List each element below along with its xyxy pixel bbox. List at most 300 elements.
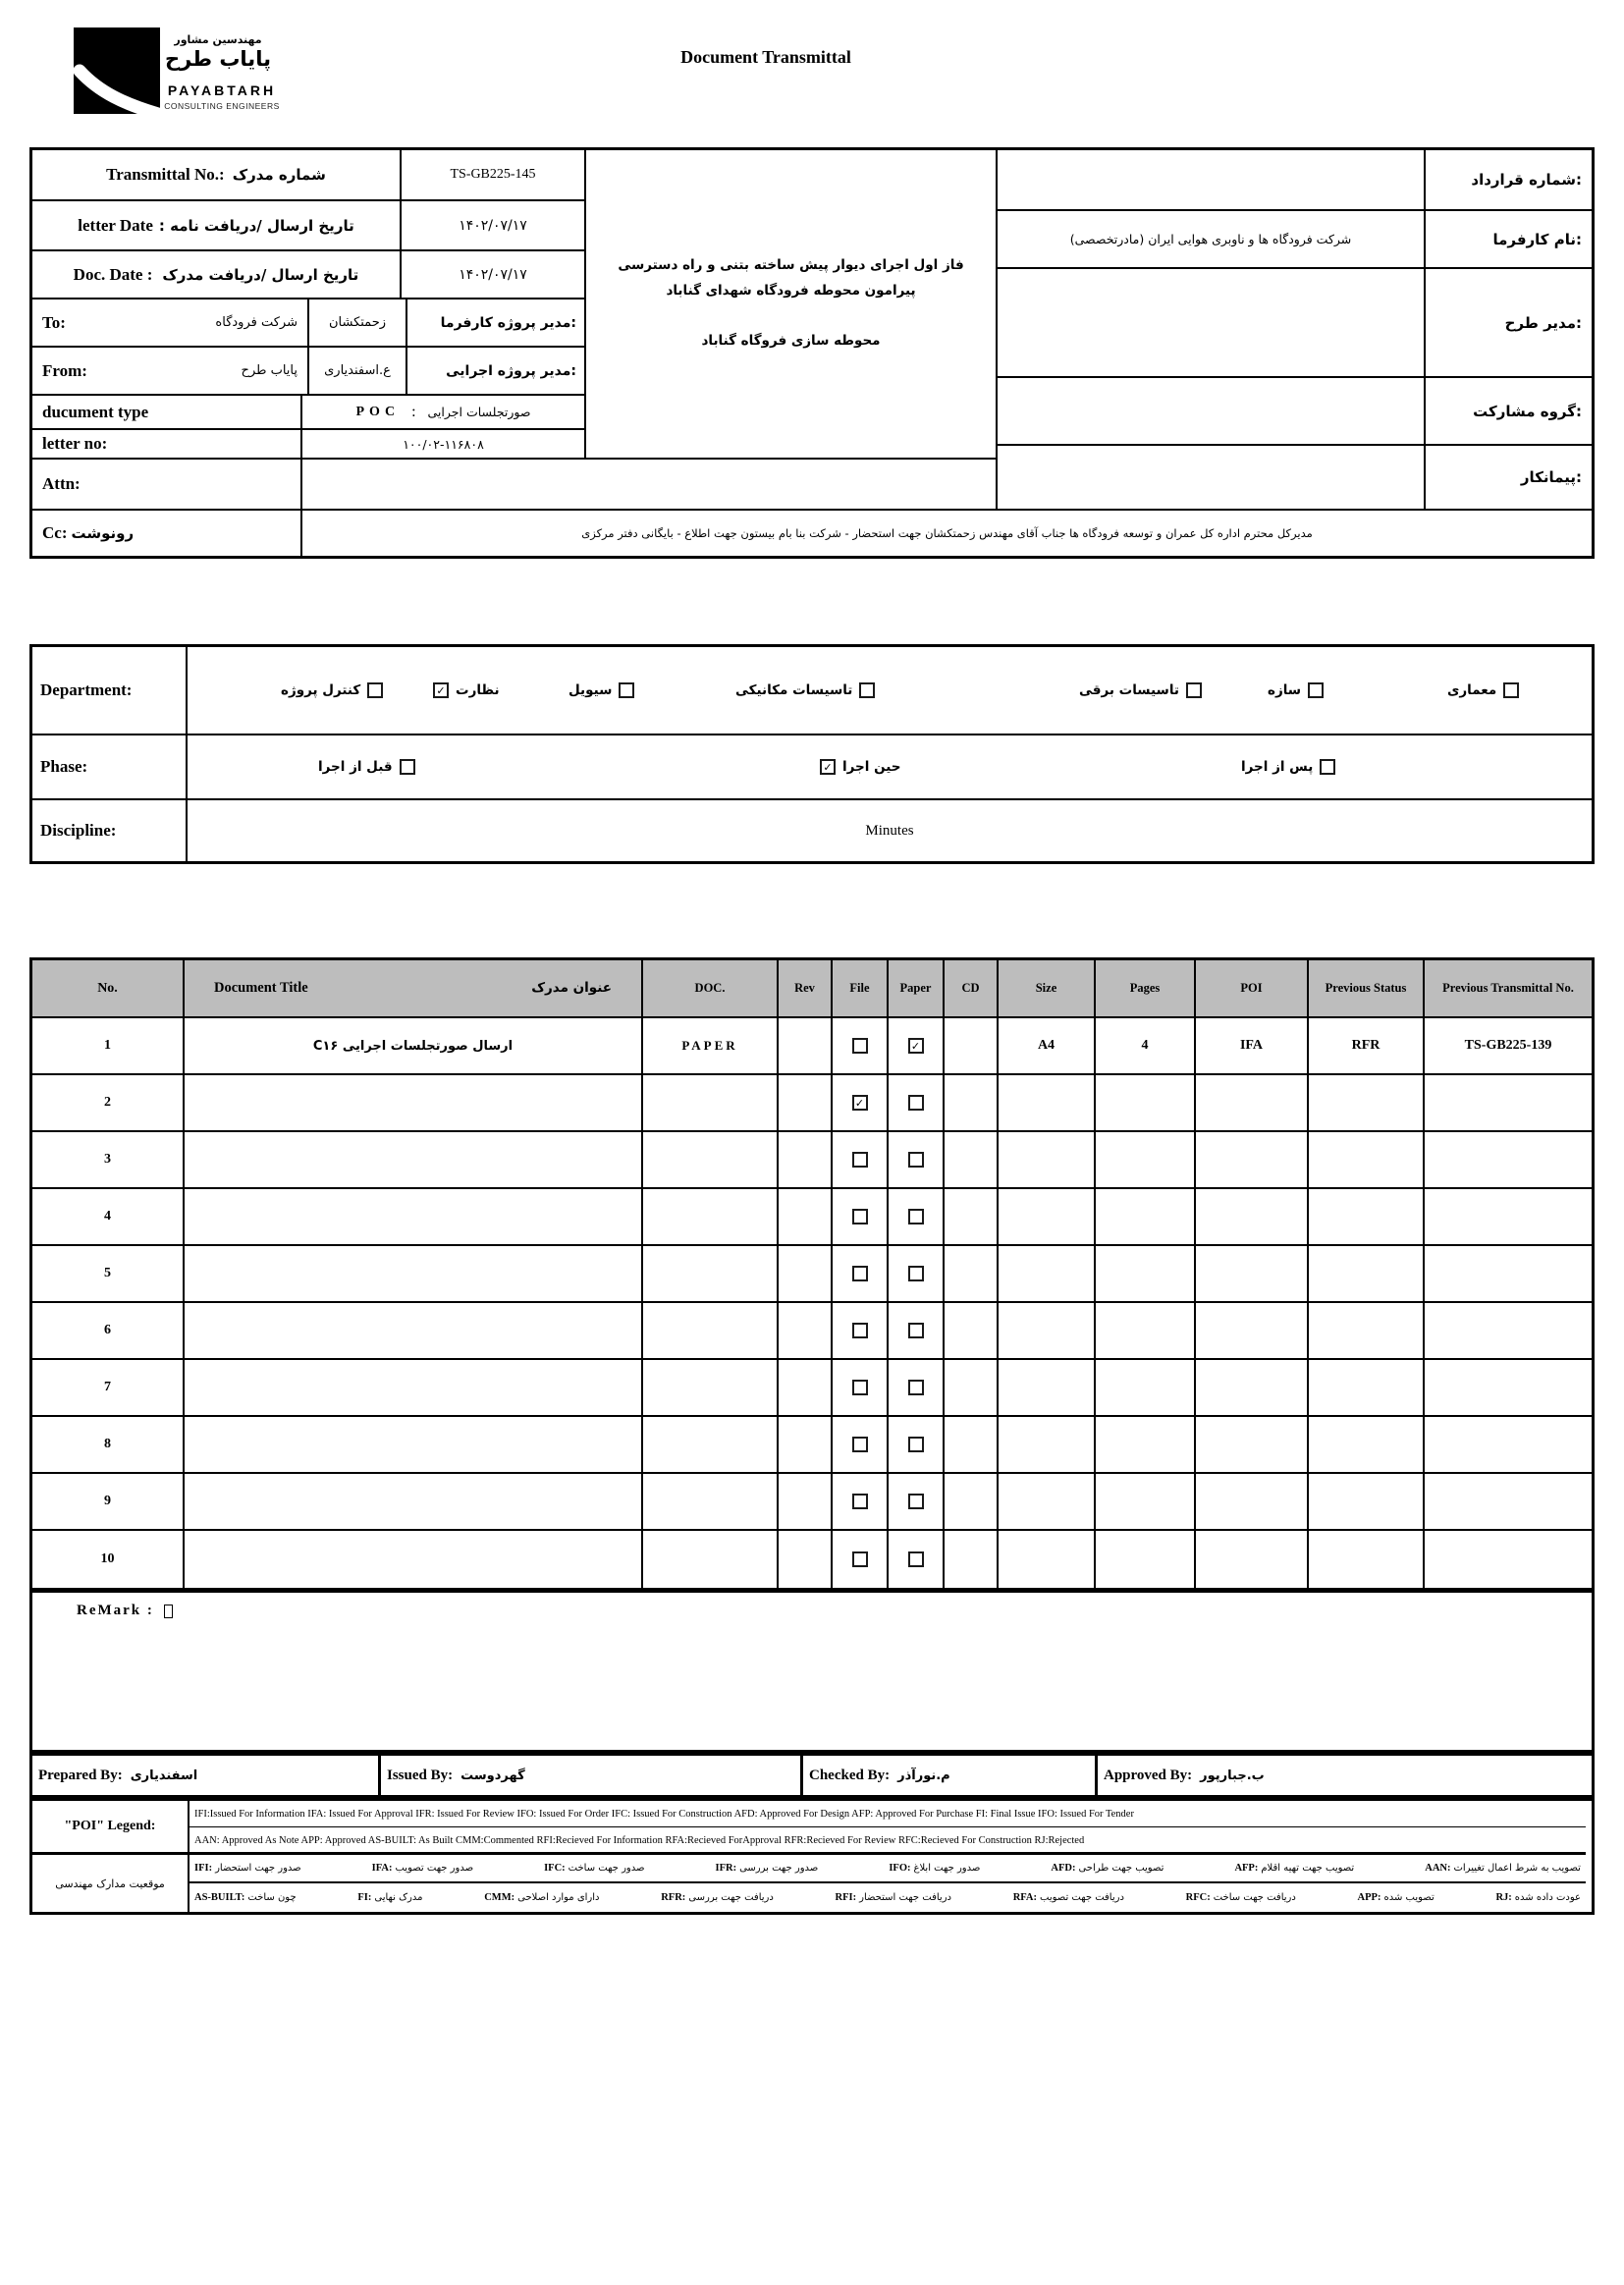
rev-value: [779, 1018, 833, 1073]
doc-title: [185, 1474, 643, 1529]
contractor-label: پیمانکار:: [1426, 446, 1592, 511]
paper-checkbox: [889, 1189, 945, 1244]
legend-abbr: FI:: [357, 1892, 372, 1903]
phase-option: [820, 735, 900, 798]
from-cell: [32, 348, 309, 396]
phase-option-label: حین اجرا: [842, 759, 901, 775]
cd-value: [945, 1474, 999, 1529]
checkbox-checked-icon[interactable]: ✓: [820, 759, 836, 775]
file-checkbox: [833, 1531, 889, 1588]
previous-status: [1309, 1303, 1425, 1358]
table-row: [32, 1474, 1592, 1531]
legend-meaning: دریافت جهت بررسی: [688, 1892, 774, 1903]
pages-value: [1096, 1360, 1196, 1415]
checkbox-unchecked-icon[interactable]: [908, 1380, 924, 1395]
cd-value: [945, 1246, 999, 1301]
checkbox-unchecked-icon[interactable]: [619, 682, 634, 698]
cd-value: [945, 1531, 999, 1588]
approved-by-label: Approved By:: [1104, 1767, 1193, 1783]
legend-meaning: صدور جهت ساخت: [568, 1863, 645, 1874]
legend-meaning: صدور جهت استحضار: [215, 1863, 301, 1874]
doc-date-label: [32, 251, 402, 299]
pages-value: [1096, 1303, 1196, 1358]
cc-value: مدیرکل محترم اداره کل عمران و توسعه فرودگاه ها جناب آقای مهندس زحمتکشان جهت استحضار - شرکت بنا بام بیستون جهت اطلاع - بایگانی دفتر مرکزی: [581, 526, 1313, 540]
paper-checkbox: [889, 1132, 945, 1187]
rev-value: [779, 1075, 833, 1130]
previous-status: [1309, 1246, 1425, 1301]
to-label: To:: [42, 312, 66, 332]
checkbox-unchecked-icon[interactable]: [852, 1494, 868, 1509]
row-no: 6: [32, 1303, 185, 1358]
legend-abbr: APP:: [1357, 1892, 1381, 1903]
size-value: [999, 1246, 1096, 1301]
from-company: پایاب طرح: [241, 363, 298, 378]
transmittal-no-label-fa: شماره مدرک: [232, 166, 326, 184]
doc-date-label-fa: تاریخ ارسال /دریافت مدرک: [162, 265, 359, 284]
doc-title: [185, 1246, 643, 1301]
poi-legend-label: "POI" Legend:: [32, 1801, 189, 1855]
checkbox-checked-icon[interactable]: ✓: [908, 1038, 924, 1054]
size-value: A4: [999, 1018, 1096, 1073]
rev-value: [779, 1360, 833, 1415]
phase-option-label: قبل از اجرا: [318, 759, 393, 775]
legend-row-fa-2: [189, 1883, 1586, 1912]
legend-abbr: IFA:: [371, 1863, 393, 1874]
legend-entry: [715, 1863, 818, 1874]
poi-value: [1196, 1246, 1309, 1301]
previous-status: RFR: [1309, 1018, 1425, 1073]
previous-transmittal-no: [1425, 1303, 1592, 1358]
doc-medium: [643, 1075, 779, 1130]
size-value: [999, 1360, 1096, 1415]
legend-meaning: تصویب جهت تهیه اقلام: [1261, 1863, 1355, 1874]
row-no: 3: [32, 1132, 185, 1187]
legend-abbr: IFR:: [715, 1863, 737, 1874]
size-value: [999, 1189, 1096, 1244]
pages-value: [1096, 1474, 1196, 1529]
pages-value: 4: [1096, 1018, 1196, 1073]
transmittal-info-table: [29, 147, 1595, 559]
legend-entry: [1358, 1892, 1435, 1903]
project-line-1: فاز اول اجرای دیوار پیش ساخته بتنی و راه دسترسی: [618, 257, 964, 274]
poi-value: [1196, 1474, 1309, 1529]
prepared-by-cell: [32, 1756, 381, 1795]
classification-table: [29, 644, 1595, 864]
department-option: [1268, 647, 1324, 734]
legend-meaning: تصویب جهت طراحی: [1078, 1863, 1164, 1874]
project-line-2: پیرامون محوطه فرودگاه شهدای گناباد: [666, 282, 916, 299]
legend-entry: [1051, 1863, 1164, 1874]
legend-meaning: تصویب شده: [1383, 1892, 1435, 1903]
transmittal-no-value: TS-GB225-145: [402, 150, 586, 201]
file-checkbox: [833, 1132, 889, 1187]
discipline-value: Minutes: [865, 822, 914, 839]
letter-date-label-en: letter Date: [78, 215, 153, 235]
checkbox-unchecked-icon[interactable]: [1186, 682, 1202, 698]
legend-abbr: CMM:: [484, 1892, 515, 1903]
doc-title: [185, 1075, 643, 1130]
col-poi: POI: [1196, 960, 1309, 1016]
checked-by-label: Checked By:: [809, 1767, 891, 1783]
col-no: No.: [32, 960, 185, 1016]
approved-by-name: ب.جبارپور: [1200, 1768, 1265, 1783]
pages-value: [1096, 1075, 1196, 1130]
department-option-label: سازه: [1268, 682, 1302, 698]
department-label: Department:: [32, 647, 188, 735]
cc-label: [32, 511, 302, 556]
row-no: 7: [32, 1360, 185, 1415]
file-checkbox: [833, 1303, 889, 1358]
table-row: [32, 1303, 1592, 1360]
contract-no-value: [998, 150, 1426, 211]
paper-checkbox: [889, 1360, 945, 1415]
contract-no-label: شماره قرارداد:: [1426, 150, 1592, 211]
rev-value: [779, 1303, 833, 1358]
letter-date-label-fa: : تاریخ ارسال /دریافت نامه: [158, 216, 354, 235]
cd-value: [945, 1360, 999, 1415]
checkbox-unchecked-icon[interactable]: [908, 1437, 924, 1452]
remark-label: ReMark :: [77, 1603, 154, 1618]
document-table: [29, 957, 1595, 1591]
doc-title: [185, 1189, 643, 1244]
legend-meaning: صدور جهت ابلاغ: [913, 1863, 981, 1874]
paper-checkbox: [889, 1417, 945, 1472]
issued-by-name: گهردوست: [460, 1768, 525, 1783]
legend-meaning: چون ساخت: [247, 1892, 297, 1903]
file-checkbox: [833, 1075, 889, 1130]
table-row: [32, 1417, 1592, 1474]
department-option: [568, 647, 634, 734]
col-rev: Rev: [779, 960, 833, 1016]
remark-box-icon: [164, 1605, 173, 1618]
doc-title: [185, 1360, 643, 1415]
department-option-label: نظارت: [456, 682, 500, 698]
jv-group-label: گروه مشارکت:: [1426, 378, 1592, 446]
previous-transmittal-no: [1425, 1360, 1592, 1415]
paper-checkbox: [889, 1018, 945, 1073]
previous-status: [1309, 1474, 1425, 1529]
pages-value: [1096, 1246, 1196, 1301]
rev-value: [779, 1474, 833, 1529]
doc-title: [185, 1303, 643, 1358]
letter-date-value: ۱۴۰۲/۰۷/۱۷: [402, 201, 586, 251]
legend-abbr: RFI:: [835, 1892, 857, 1903]
legend-entry: [484, 1892, 599, 1903]
legend-entry: [1013, 1892, 1124, 1903]
previous-status: [1309, 1075, 1425, 1130]
checkbox-unchecked-icon[interactable]: [1320, 759, 1335, 775]
logo-fa-tagline: مهندسین مشاور: [174, 33, 262, 46]
legend-abbr: RFC:: [1185, 1892, 1211, 1903]
checkbox-unchecked-icon[interactable]: [852, 1437, 868, 1452]
col-paper: Paper: [889, 960, 945, 1016]
phase-option: [1241, 735, 1335, 798]
department-option: [1079, 647, 1202, 734]
legend-meaning: دریافت جهت استحضار: [859, 1892, 951, 1903]
checkbox-unchecked-icon[interactable]: [908, 1266, 924, 1281]
col-size: Size: [999, 960, 1096, 1016]
legend-entry: [544, 1863, 644, 1874]
department-option-label: سیویل: [568, 682, 613, 698]
rev-value: [779, 1132, 833, 1187]
department-option: [1447, 647, 1519, 734]
table-row: [32, 1531, 1592, 1588]
table-row: [32, 1189, 1592, 1246]
paper-checkbox: [889, 1474, 945, 1529]
checkbox-unchecked-icon[interactable]: [908, 1551, 924, 1567]
doc-medium: [643, 1417, 779, 1472]
document-table-header: [32, 960, 1592, 1018]
row-no: 5: [32, 1246, 185, 1301]
checkbox-unchecked-icon[interactable]: [859, 682, 875, 698]
paper-checkbox: [889, 1303, 945, 1358]
checkbox-unchecked-icon[interactable]: [367, 682, 383, 698]
doc-medium: [643, 1474, 779, 1529]
size-value: [999, 1417, 1096, 1472]
legend-meaning: صدور جهت بررسی: [739, 1863, 819, 1874]
design-manager-value: [998, 269, 1426, 378]
payabtarh-logo-icon: [74, 27, 160, 114]
prepared-by-label: Prepared By:: [38, 1767, 123, 1783]
file-checkbox: [833, 1417, 889, 1472]
checkbox-unchecked-icon[interactable]: [908, 1494, 924, 1509]
previous-status: [1309, 1189, 1425, 1244]
row-no: 4: [32, 1189, 185, 1244]
legend-entry: [661, 1892, 774, 1903]
checkbox-unchecked-icon[interactable]: [852, 1323, 868, 1338]
client-name-value: شرکت فرودگاه ها و ناوبری هوایی ایران (مادرتخصصی): [998, 211, 1426, 269]
phase-options: [188, 735, 1592, 800]
poi-legend: [29, 1798, 1595, 1915]
signature-row: [29, 1753, 1595, 1798]
doc-medium: [643, 1360, 779, 1415]
col-prev-transmittal: Previous Transmittal No.: [1442, 980, 1574, 995]
checkbox-unchecked-icon[interactable]: [908, 1209, 924, 1224]
doc-medium: [643, 1189, 779, 1244]
checkbox-unchecked-icon[interactable]: [852, 1266, 868, 1281]
transmittal-no-label-en: Transmittal No.:: [106, 165, 225, 184]
to-company: شرکت فرودگاه: [215, 315, 298, 330]
size-value: [999, 1474, 1096, 1529]
pages-value: [1096, 1132, 1196, 1187]
previous-transmittal-no: [1425, 1417, 1592, 1472]
checkbox-unchecked-icon[interactable]: [852, 1152, 868, 1168]
previous-status: [1309, 1531, 1425, 1588]
legend-meaning: عودت داده شده: [1514, 1892, 1581, 1903]
doc-type-sep: :: [411, 403, 416, 420]
pages-value: [1096, 1531, 1196, 1588]
design-manager-label: مدیر طرح:: [1426, 269, 1592, 378]
legend-abbr: AAN:: [1425, 1863, 1451, 1874]
logo-en-subtitle: CONSULTING ENGINEERS: [164, 101, 280, 111]
remark-label-row: [77, 1603, 173, 1619]
phase-option-label: پس از اجرا: [1241, 759, 1314, 775]
paper-checkbox: [889, 1531, 945, 1588]
col-pages: Pages: [1096, 960, 1196, 1016]
row-no: 2: [32, 1075, 185, 1130]
exec-pm-label: مدیر پروژه اجرایی:: [407, 348, 586, 396]
doc-title: [185, 1132, 643, 1187]
checkbox-unchecked-icon[interactable]: [1503, 682, 1519, 698]
legend-entry: [1425, 1863, 1581, 1874]
letter-date-label: [32, 201, 402, 251]
phase-label: Phase:: [32, 735, 188, 800]
legend-abbr: IFO:: [889, 1863, 911, 1874]
poi-value: [1196, 1417, 1309, 1472]
doc-medium: [643, 1246, 779, 1301]
legend-entry: [357, 1892, 422, 1903]
doc-medium: PAPER: [643, 1018, 779, 1073]
checkbox-unchecked-icon[interactable]: [400, 759, 415, 775]
cd-value: [945, 1417, 999, 1472]
department-option-label: کنترل پروژه: [281, 682, 361, 698]
legend-meaning: صدور جهت تصویب: [395, 1863, 474, 1874]
doc-position-label: موقعیت مدارک مهندسی: [32, 1855, 189, 1912]
legend-abbr: AFD:: [1051, 1863, 1076, 1874]
cd-value: [945, 1189, 999, 1244]
phase-option: [318, 735, 415, 798]
department-option-label: معماری: [1447, 682, 1497, 698]
client-pm-label: مدیر پروژه کارفرما:: [407, 299, 586, 348]
jv-group-value: [998, 378, 1426, 446]
table-row: [32, 1132, 1592, 1189]
col-title: [185, 960, 643, 1016]
table-row: [32, 1360, 1592, 1417]
department-option: [735, 647, 875, 734]
logo-en-name: PAYABTARH: [167, 82, 277, 98]
cc-label-en: Cc:: [42, 523, 68, 542]
previous-transmittal-no: [1425, 1531, 1592, 1588]
checkbox-unchecked-icon[interactable]: [1308, 682, 1324, 698]
poi-value: [1196, 1189, 1309, 1244]
checkbox-unchecked-icon[interactable]: [908, 1152, 924, 1168]
checked-by-name: م.نورآذر: [897, 1768, 950, 1783]
cd-value: [945, 1018, 999, 1073]
checkbox-unchecked-icon[interactable]: [908, 1323, 924, 1338]
file-checkbox: [833, 1189, 889, 1244]
doc-medium: [643, 1132, 779, 1187]
department-options: [188, 647, 1592, 735]
checkbox-checked-icon[interactable]: ✓: [433, 682, 449, 698]
table-row: [32, 1018, 1592, 1075]
rev-value: [779, 1417, 833, 1472]
page-title: Document Transmittal: [680, 47, 851, 67]
size-value: [999, 1132, 1096, 1187]
legend-entry: [836, 1892, 951, 1903]
discipline-label: Discipline:: [32, 800, 188, 861]
legend-entry: [1186, 1892, 1296, 1903]
previous-transmittal-no: TS-GB225-139: [1464, 1038, 1552, 1053]
issued-by-label: Issued By:: [387, 1767, 454, 1783]
legend-meaning: دریافت جهت ساخت: [1213, 1892, 1296, 1903]
department-option: [433, 647, 500, 734]
col-title-en: Document Title: [214, 980, 308, 997]
doc-medium: [643, 1531, 779, 1588]
from-person: ع.اسفندیاری: [309, 348, 407, 396]
previous-transmittal-no: [1425, 1246, 1592, 1301]
doc-type-code: POC: [355, 404, 401, 419]
doc-date-label-en: Doc. Date :: [73, 264, 153, 284]
legend-abbr: IFI:: [194, 1863, 213, 1874]
doc-title: [185, 1417, 643, 1472]
row-no: 10: [32, 1531, 185, 1588]
letter-no-value: ۱۰۰/۰۲-۱۱۶۸۰۸: [302, 430, 586, 460]
approved-by-cell: [1098, 1756, 1592, 1795]
from-label: From:: [42, 360, 87, 380]
file-checkbox: [833, 1474, 889, 1529]
previous-transmittal-no: [1425, 1075, 1592, 1130]
file-checkbox: [833, 1246, 889, 1301]
paper-checkbox: [889, 1075, 945, 1130]
legend-meaning: دریافت جهت تصویب: [1040, 1892, 1124, 1903]
checkbox-unchecked-icon[interactable]: [852, 1038, 868, 1054]
poi-value: IFA: [1196, 1018, 1309, 1073]
cd-value: [945, 1075, 999, 1130]
col-prev-status: Previous Status: [1309, 960, 1425, 1016]
previous-transmittal-no: [1425, 1474, 1592, 1529]
legend-entry: [889, 1863, 980, 1874]
previous-status: [1309, 1417, 1425, 1472]
size-value: [999, 1531, 1096, 1588]
project-line-3: محوطه سازی فروگاه گناباد: [701, 333, 881, 350]
department-option-label: تاسیسات برقی: [1079, 682, 1179, 698]
legend-abbr: IFC:: [544, 1863, 566, 1874]
checkbox-unchecked-icon[interactable]: [908, 1095, 924, 1111]
file-checkbox: [833, 1018, 889, 1073]
legend-entry: [372, 1863, 473, 1874]
legend-entry: [1495, 1892, 1581, 1903]
client-name-label: نام کارفرما:: [1426, 211, 1592, 269]
legend-abbr: AS-BUILT:: [194, 1892, 245, 1903]
checkbox-unchecked-icon[interactable]: [852, 1209, 868, 1224]
previous-transmittal-no: [1425, 1189, 1592, 1244]
doc-title: [185, 1531, 643, 1588]
row-no: 1: [32, 1018, 185, 1073]
legend-abbr: RFR:: [661, 1892, 686, 1903]
rev-value: [779, 1531, 833, 1588]
legend-entry: [194, 1863, 301, 1874]
legend-abbr: AFP:: [1234, 1863, 1259, 1874]
contractor-value: [998, 446, 1426, 511]
paper-checkbox: [889, 1246, 945, 1301]
size-value: [999, 1303, 1096, 1358]
checkbox-unchecked-icon[interactable]: [852, 1380, 868, 1395]
checkbox-checked-icon[interactable]: ✓: [852, 1095, 868, 1111]
to-cell: [32, 299, 309, 348]
legend-abbr: RJ:: [1495, 1892, 1512, 1903]
doc-medium: [643, 1303, 779, 1358]
cd-value: [945, 1132, 999, 1187]
department-option-label: تاسیسات مکانیکی: [735, 682, 853, 698]
size-value: [999, 1075, 1096, 1130]
table-row: [32, 1075, 1592, 1132]
logo-fa-name: پایاب طرح: [165, 47, 271, 71]
col-doc: DOC.: [643, 960, 779, 1016]
checkbox-unchecked-icon[interactable]: [852, 1551, 868, 1567]
rev-value: [779, 1246, 833, 1301]
legend-meaning: تصویب به شرط اعمال تغییرات: [1453, 1863, 1581, 1874]
letter-no-label: letter no:: [32, 430, 302, 460]
to-person: زحمتکشان: [309, 299, 407, 348]
doc-type-fa: صورتجلسات اجرایی: [427, 405, 531, 419]
poi-value: [1196, 1531, 1309, 1588]
rev-value: [779, 1189, 833, 1244]
poi-value: [1196, 1132, 1309, 1187]
table-row: [32, 1246, 1592, 1303]
col-title-fa: عنوان مدرک: [531, 980, 612, 997]
pages-value: [1096, 1189, 1196, 1244]
poi-value: [1196, 1075, 1309, 1130]
